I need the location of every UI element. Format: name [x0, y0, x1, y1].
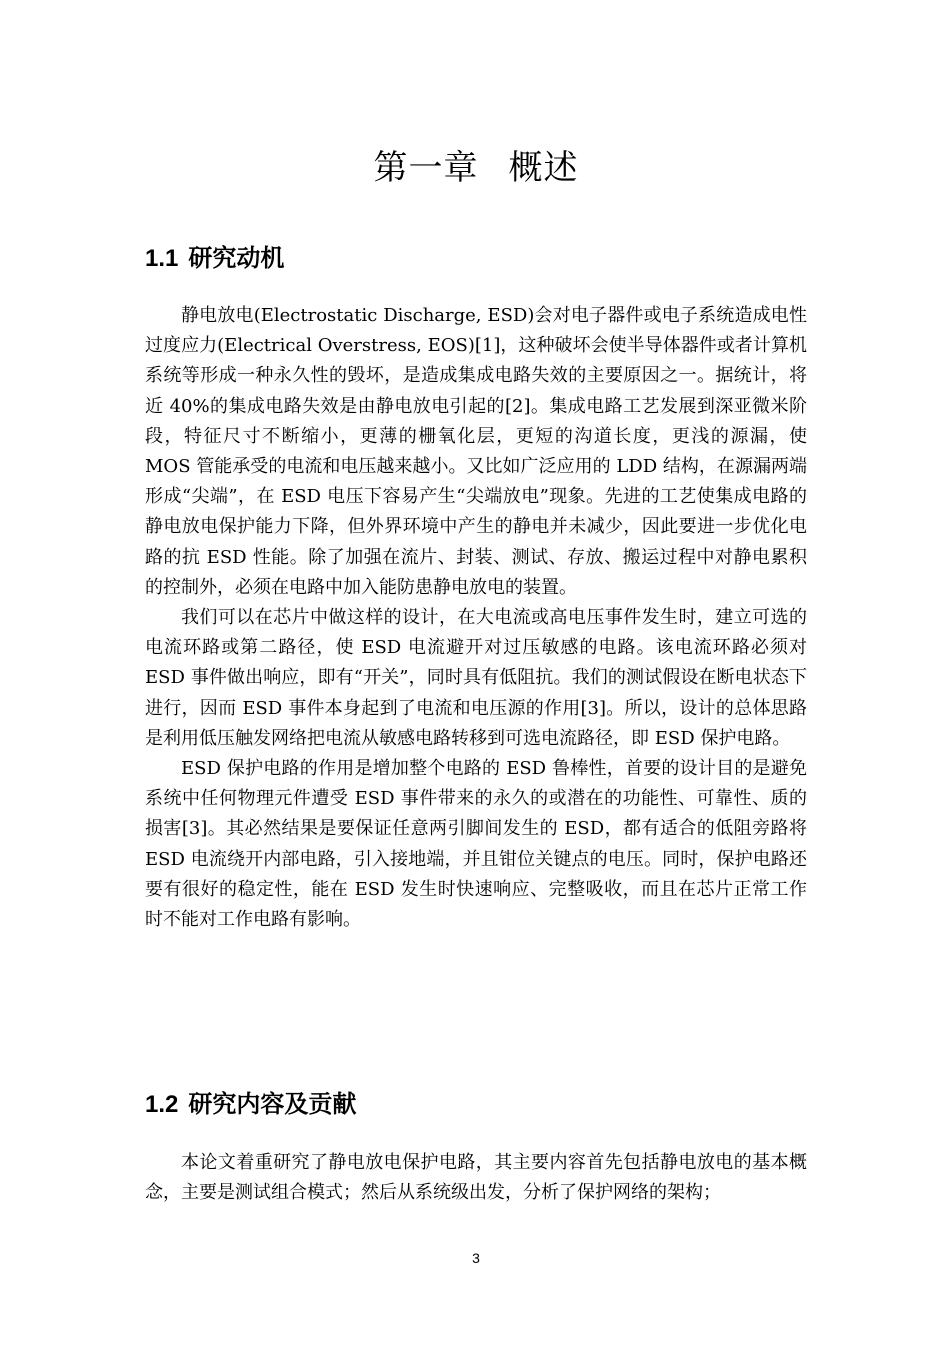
paragraph: ESD 保护电路的作用是增加整个电路的 ESD 鲁棒性，首要的设计目的是避免系统中任何物理元件遭受 ESD 事件带来的永久的或潜在的功能性、可靠性、质的损害[3]。其必然结果是要保证任意两引脚间发生的 ESD，都有适合的低阻旁路将 ESD 电流绕开内部电路，引入接地端，并且钳位关键点的电压。同时，保护电路还要有很好的稳定性，能在 ESD 发生时快速响应、完整吸收，而且在芯片正常工作时不能对工作电路有影响。: [145, 758, 807, 931]
chapter-title-text: 概述: [508, 148, 579, 188]
section-title: 研究动机: [188, 244, 285, 272]
paragraph: 静电放电(Electrostatic Discharge, ESD)会对电子器件或电子系统造成电性过度应力(Electrical Overstress, EOS)[1]，这种破坏会使半导体器件或者计算机系统等形成一种永久性的毁坏，是造成集成电路失效的主要原因之一。据统计，将近 40%的集成电路失效是由静电放电引起的[2]。集成电路工艺发展到深亚微米阶段，特征尺寸不断缩小，更薄的栅氧化层，更短的沟道长度，更浅的源漏，使 MOS 管能承受的电流和电压越来越小。又比如广泛应用的 LDD 结构，在源漏两端形成“尖端”，在 ESD 电压下容易产生“尖端放电”现象。先进的工艺使集成电路的静电放电保护能力下降，但外界环境中产生的静电并未减少，因此要进一步优化电路的抗 ESD 性能。除了加强在流片、封装、测试、存放、搬运过程中对静电累积的控制外，必须在电路中加入能防患静电放电的装置。: [145, 305, 807, 598]
section-heading-1-2: [145, 1087, 356, 1122]
paragraph: 我们可以在芯片中做这样的设计，在大电流或高电压事件发生时，建立可选的电流环路或第二路径，使 ESD 电流避开对过压敏感的电路。该电流环路必须对 ESD 事件做出响应，即有“开关”，同时具有低阻抗。我们的测试假设在断电状态下进行，因而 ESD 事件本身起到了电流和电压源的作用[3]。所以，设计的总体思路是利用低压触发网络把电流从敏感电路转移到可选电流路径，即 ESD 保护电路。: [145, 607, 807, 749]
section-title: 研究内容及贡献: [188, 1090, 357, 1118]
section-heading-1-1: [145, 241, 284, 276]
section-1-1-body: [145, 301, 807, 935]
section-number: 1.1: [145, 245, 179, 272]
chapter-number-label: 第一章: [373, 148, 479, 188]
page-number: 3: [472, 1250, 480, 1266]
paragraph: 本论文着重研究了静电放电保护电路，其主要内容首先包括静电放电的基本概念，主要是测试组合模式；然后从系统级出发，分析了保护网络的架构；: [145, 1152, 807, 1204]
section-number: 1.2: [145, 1091, 179, 1118]
chapter-title: [0, 143, 952, 193]
section-1-2-body: [145, 1148, 807, 1208]
